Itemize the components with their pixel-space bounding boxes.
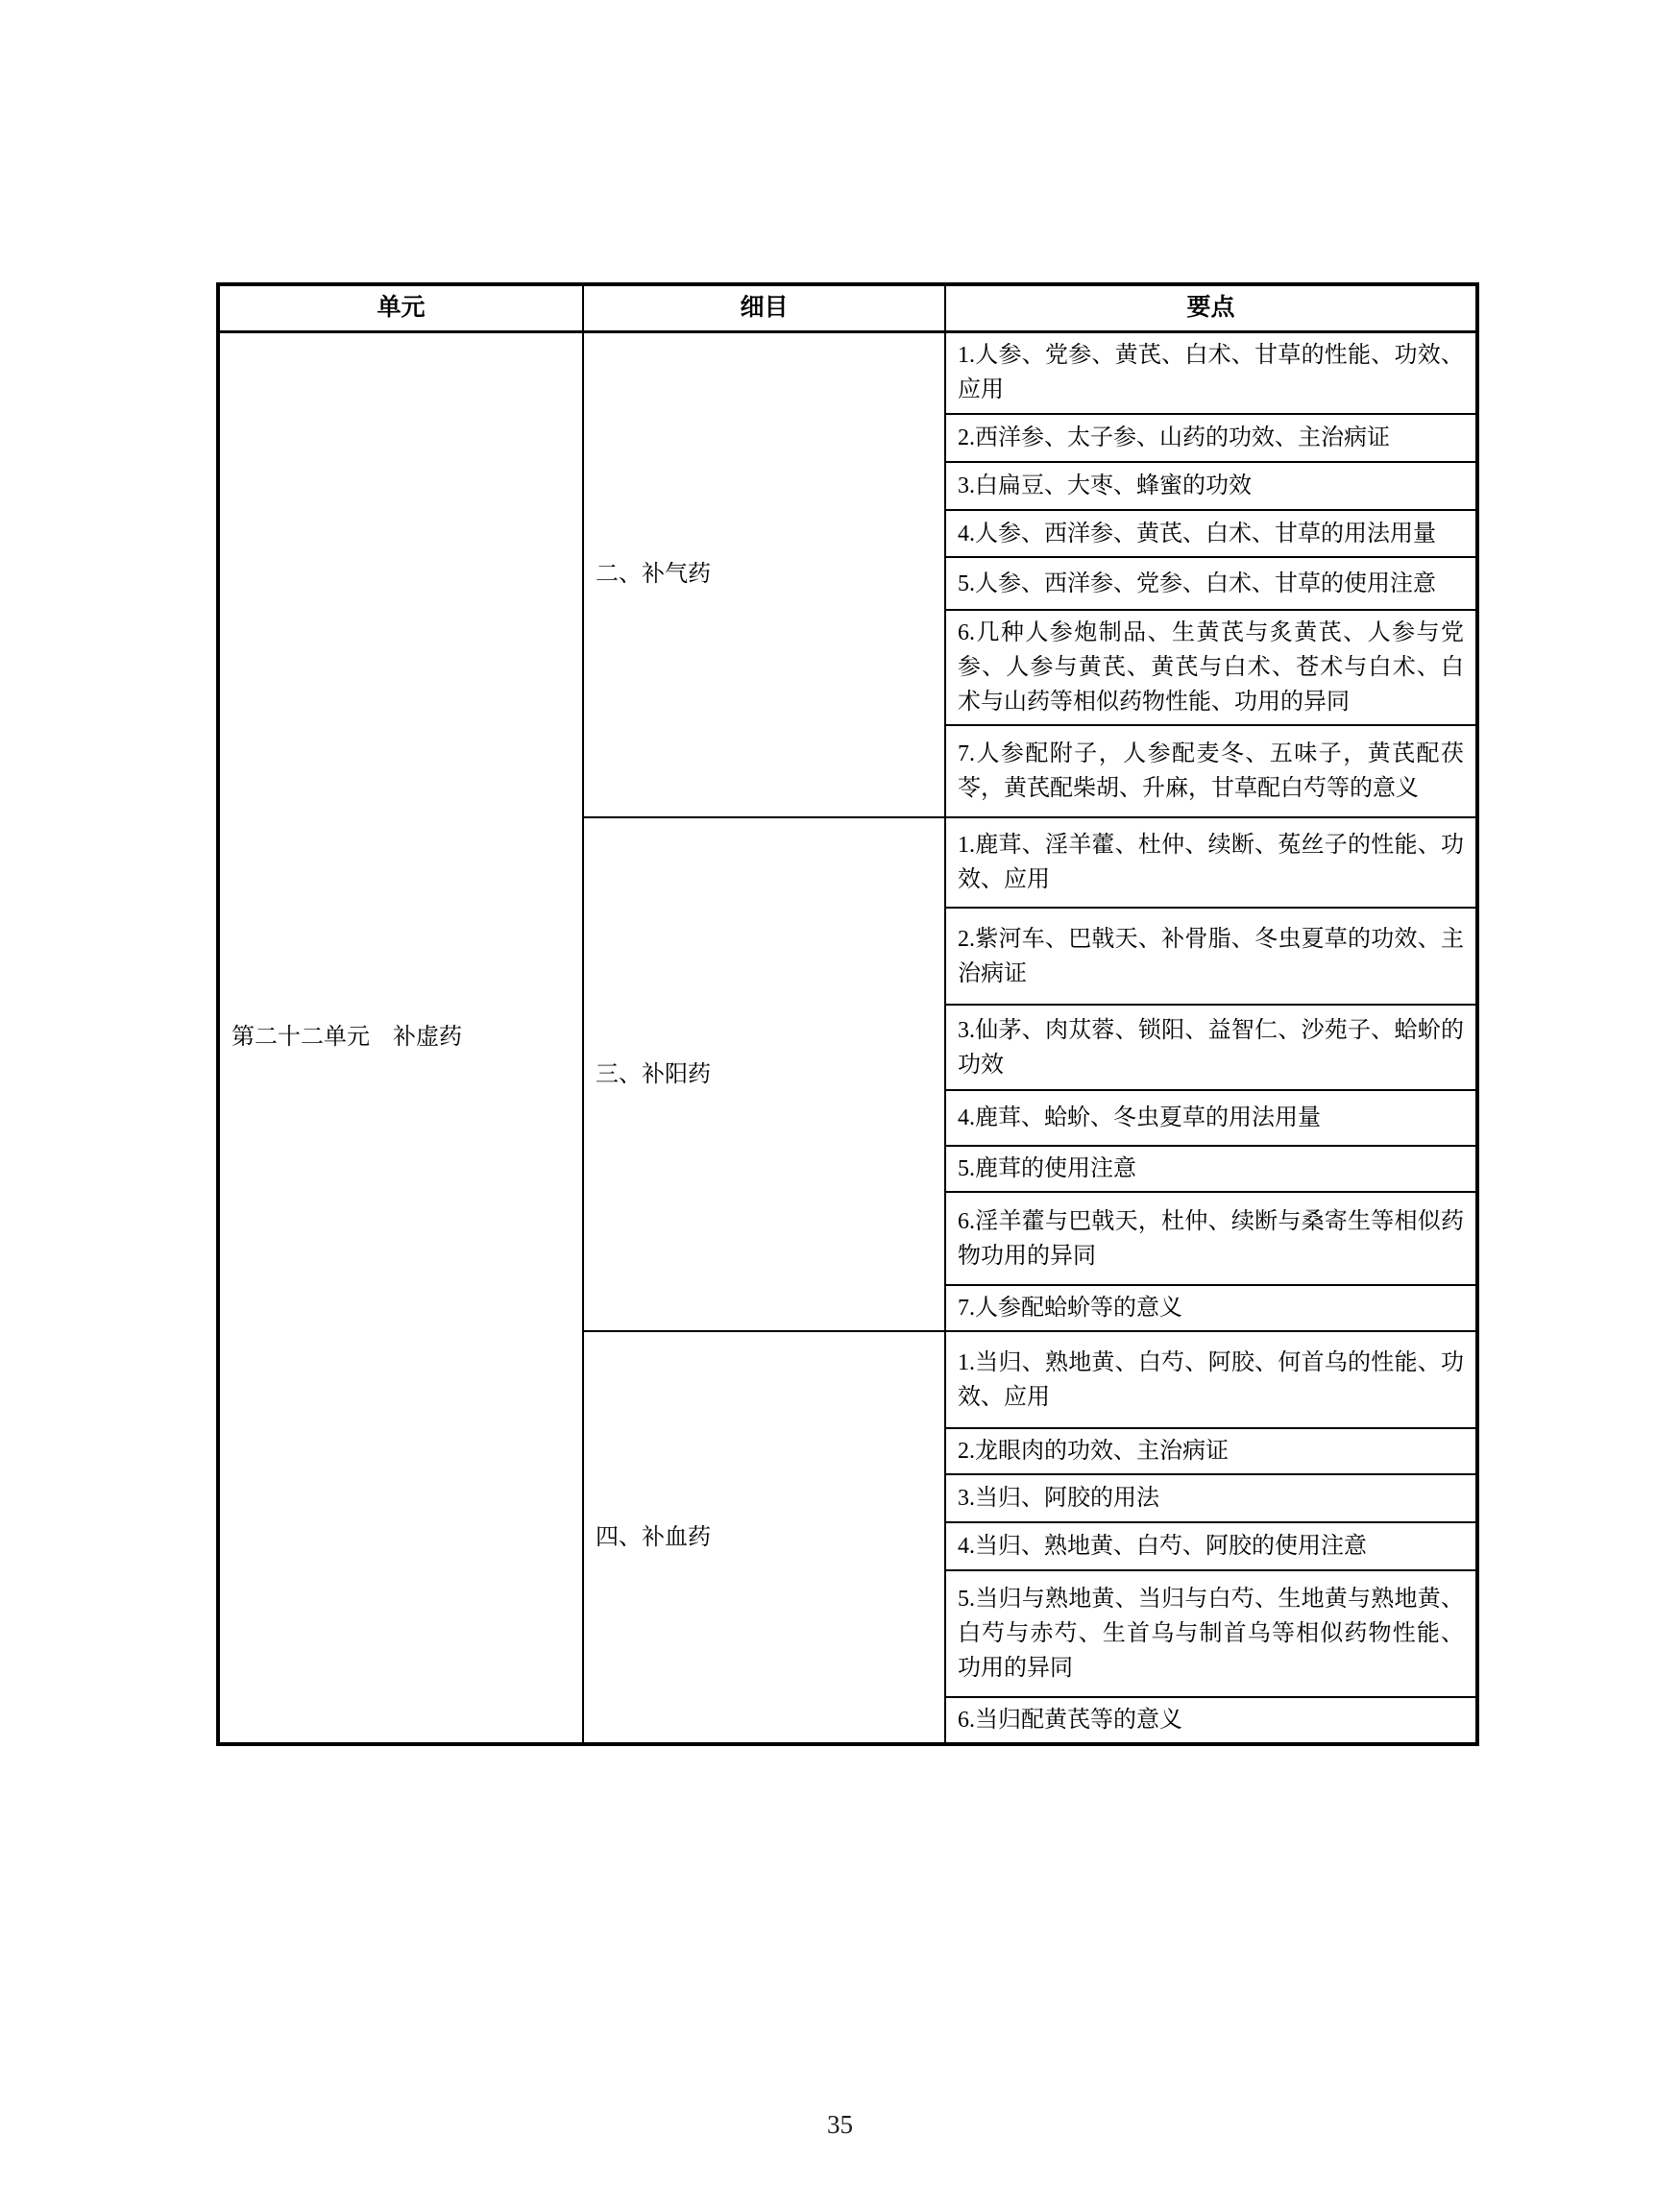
point-cell: 5.人参、西洋参、党参、白术、甘草的使用注意 bbox=[945, 557, 1477, 610]
category-cell: 三、补阳药 bbox=[583, 817, 945, 1331]
page-number: 35 bbox=[827, 2110, 853, 2139]
point-cell: 1.鹿茸、淫羊藿、杜仲、续断、菟丝子的性能、功效、应用 bbox=[945, 817, 1477, 908]
point-cell: 1.人参、党参、黄芪、白术、甘草的性能、功效、应用 bbox=[945, 331, 1477, 414]
point-cell: 6.当归配黄芪等的意义 bbox=[945, 1697, 1477, 1744]
column-header-detail: 细目 bbox=[583, 284, 945, 331]
point-cell: 5.鹿茸的使用注意 bbox=[945, 1146, 1477, 1192]
category-cell: 二、补气药 bbox=[583, 331, 945, 817]
point-cell: 1.当归、熟地黄、白芍、阿胶、何首乌的性能、功效、应用 bbox=[945, 1331, 1477, 1428]
table-row bbox=[218, 331, 1477, 414]
point-cell: 4.当归、熟地黄、白芍、阿胶的使用注意 bbox=[945, 1522, 1477, 1570]
syllabus-table bbox=[216, 282, 1479, 1746]
point-cell: 6.几种人参炮制品、生黄芪与炙黄芪、人参与党参、人参与黄芪、黄芪与白术、苍术与白术、白术与山药等相似药物性能、功用的异同 bbox=[945, 610, 1477, 725]
point-cell: 2.西洋参、太子参、山药的功效、主治病证 bbox=[945, 414, 1477, 462]
point-cell: 3.仙茅、肉苁蓉、锁阳、益智仁、沙苑子、蛤蚧的功效 bbox=[945, 1005, 1477, 1090]
point-cell: 7.人参配蛤蚧等的意义 bbox=[945, 1285, 1477, 1331]
column-header-unit: 单元 bbox=[218, 284, 583, 331]
point-cell: 3.当归、阿胶的用法 bbox=[945, 1474, 1477, 1522]
point-cell: 2.龙眼肉的功效、主治病证 bbox=[945, 1428, 1477, 1474]
point-cell: 3.白扁豆、大枣、蜂蜜的功效 bbox=[945, 462, 1477, 510]
unit-cell: 第二十二单元 补虚药 bbox=[218, 331, 583, 1744]
column-header-keypoints: 要点 bbox=[945, 284, 1477, 331]
point-cell: 4.鹿茸、蛤蚧、冬虫夏草的用法用量 bbox=[945, 1090, 1477, 1146]
point-cell: 4.人参、西洋参、黄芪、白术、甘草的用法用量 bbox=[945, 510, 1477, 557]
table-header-row bbox=[218, 284, 1477, 331]
category-cell: 四、补血药 bbox=[583, 1331, 945, 1744]
point-cell: 7.人参配附子，人参配麦冬、五味子，黄芪配茯苓，黄芪配柴胡、升麻，甘草配白芍等的意义 bbox=[945, 725, 1477, 817]
point-cell: 2.紫河车、巴戟天、补骨脂、冬虫夏草的功效、主治病证 bbox=[945, 908, 1477, 1005]
point-cell: 5.当归与熟地黄、当归与白芍、生地黄与熟地黄、白芍与赤芍、生首乌与制首乌等相似药物性能、功用的异同 bbox=[945, 1570, 1477, 1697]
point-cell: 6.淫羊藿与巴戟天，杜仲、续断与桑寄生等相似药物功用的异同 bbox=[945, 1192, 1477, 1285]
